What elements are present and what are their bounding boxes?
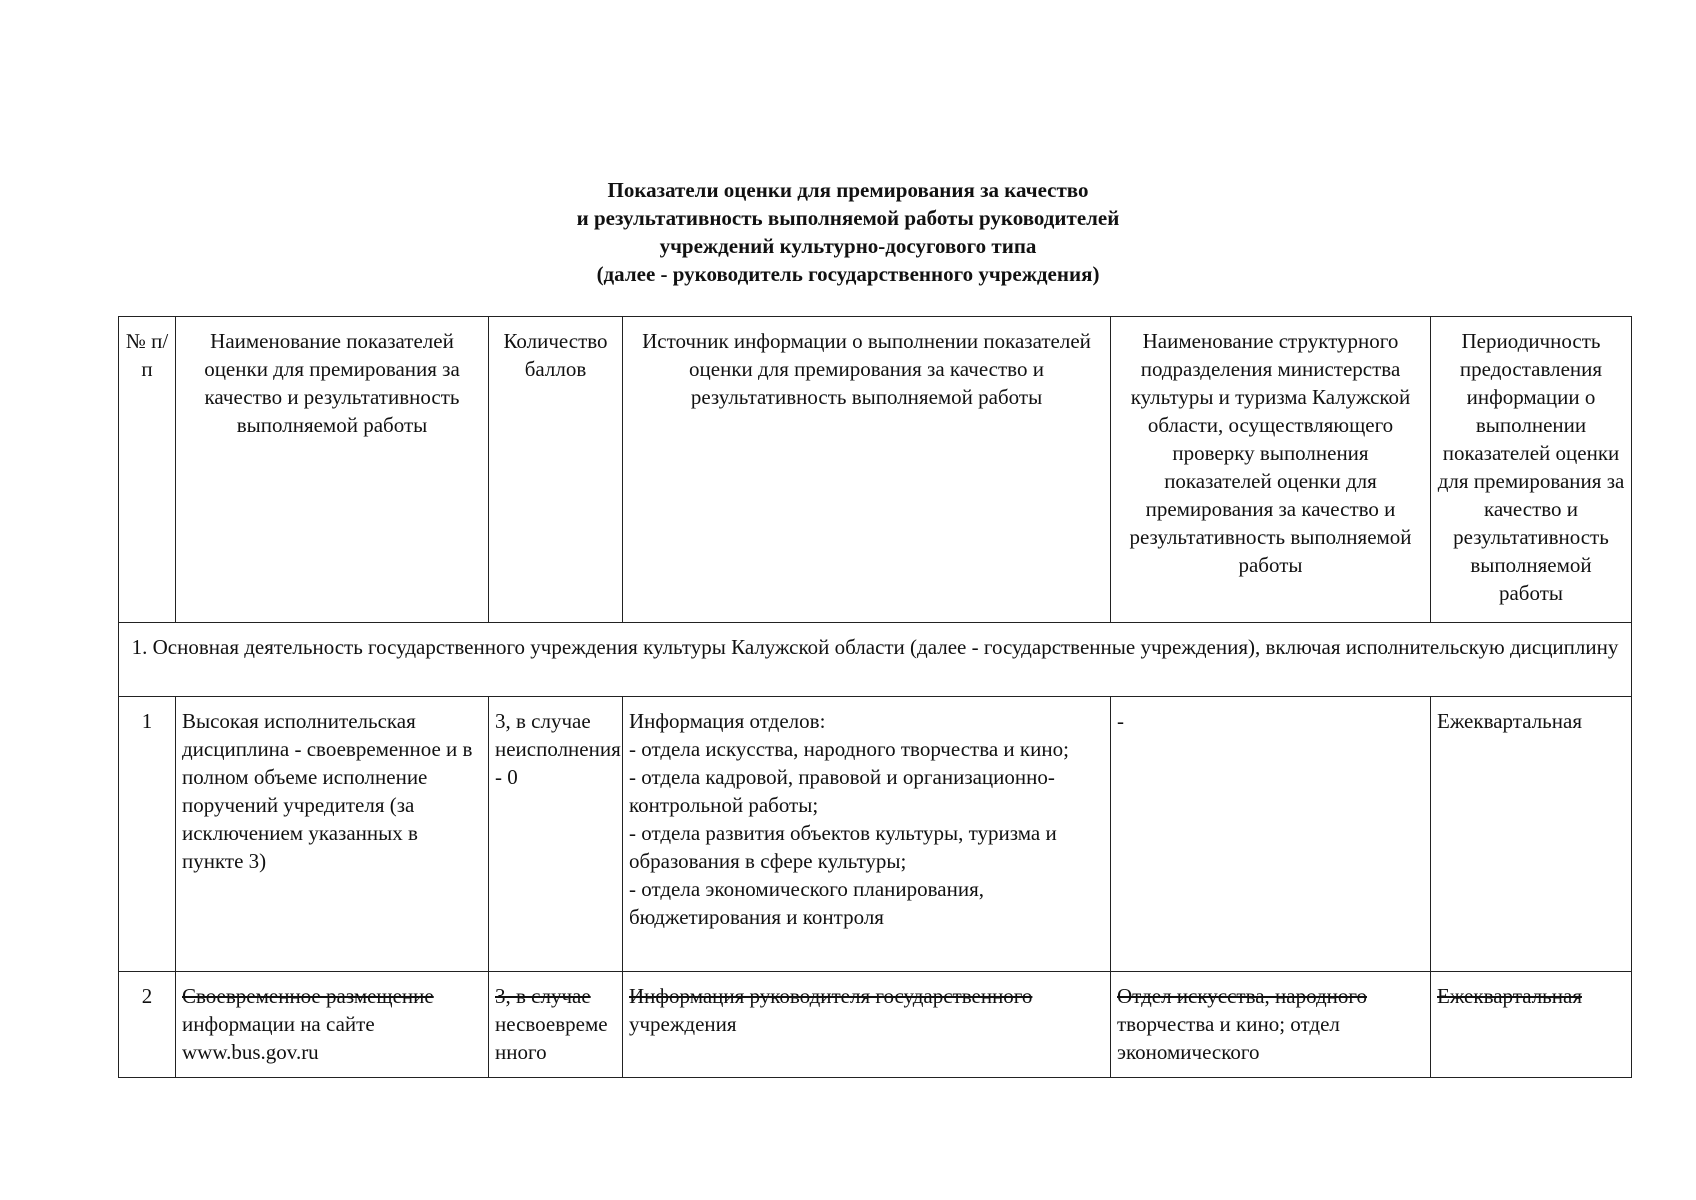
indicators-table — [118, 316, 1632, 1078]
table-row — [119, 697, 1632, 972]
table-row — [119, 972, 1632, 1078]
row-1-periodicity: Ежеквартальная — [1431, 697, 1632, 972]
row-2-name-line-1: Своевременное размещение — [182, 984, 434, 1008]
row-2-source-rest: учреждения — [629, 1012, 737, 1036]
section-1-heading: 1. Основная деятельность государственного учреждения культуры Калужской области (далее - государственные учреждения), включая исполнительскую дисциплину — [119, 623, 1632, 697]
row-2-name-rest: информации на сайте www.bus.gov.ru — [182, 1012, 375, 1064]
row-2-indicator-name — [176, 972, 489, 1078]
document-title — [0, 176, 1696, 288]
header-department: Наименование структурного подразделения министерства культуры и туризма Калужской области, осуществляющего проверку выполнения показателей оценки для премирования за качество и результативность выполняемой работы — [1111, 317, 1431, 623]
title-line-2: и результативность выполняемой работы руководителей — [576, 206, 1120, 230]
row-1-source-intro: Информация отделов: — [629, 709, 826, 733]
row-1-source-item-3: - отдела развития объектов культуры, туризма и образования в сфере культуры; — [629, 821, 1057, 873]
row-1-points: 3, в случае неисполнения - 0 — [489, 697, 623, 972]
row-2-points-rest: несвоевременного — [495, 1012, 608, 1064]
row-2-points — [489, 972, 623, 1078]
header-num: № п/п — [119, 317, 176, 623]
row-1-indicator-name: Высокая исполнительская дисциплина - своевременное и в полном объеме исполнение поручений учредителя (за исключением указанных в пункте 3) — [176, 697, 489, 972]
section-row — [119, 623, 1632, 697]
header-periodicity: Периодичность предоставления информации о выполнении показателей оценки для премирования за качество и результативность выполняемой работы — [1431, 317, 1632, 623]
table-header-row — [119, 317, 1632, 623]
row-1-source-item-2: - отдела кадровой, правовой и организационно-контрольной работы; — [629, 765, 1055, 817]
row-2-num: 2 — [119, 972, 176, 1078]
row-2-department-line-1: Отдел искусства, народного — [1117, 984, 1368, 1008]
row-2-department-rest: творчества и кино; отдел экономического — [1117, 1012, 1340, 1064]
title-line-4: (далее - руководитель государственного учреждения) — [596, 262, 1100, 286]
title-line-1: Показатели оценки для премирования за качество — [607, 178, 1089, 202]
header-info-source: Источник информации о выполнении показателей оценки для премирования за качество и результативность выполняемой работы — [623, 317, 1111, 623]
row-2-department — [1111, 972, 1431, 1078]
header-indicator-name: Наименование показателей оценки для премирования за качество и результативность выполняемой работы — [176, 317, 489, 623]
row-1-num: 1 — [119, 697, 176, 972]
row-1-source-item-4: - отдела экономического планирования, бюджетирования и контроля — [629, 877, 985, 929]
row-1-department: - — [1111, 697, 1431, 972]
title-line-3: учреждений культурно-досугового типа — [659, 234, 1037, 258]
header-points: Количество баллов — [489, 317, 623, 623]
row-2-periodicity-text: Ежеквартальная — [1437, 984, 1582, 1008]
row-2-points-line-1: 3, в случае — [495, 984, 591, 1008]
row-2-periodicity — [1431, 972, 1632, 1078]
row-2-info-source — [623, 972, 1111, 1078]
row-2-source-line-1: Информация руководителя государственного — [629, 984, 1033, 1008]
row-1-source-item-1: - отдела искусства, народного творчества и кино; — [629, 737, 1069, 761]
row-1-info-source — [623, 697, 1111, 972]
